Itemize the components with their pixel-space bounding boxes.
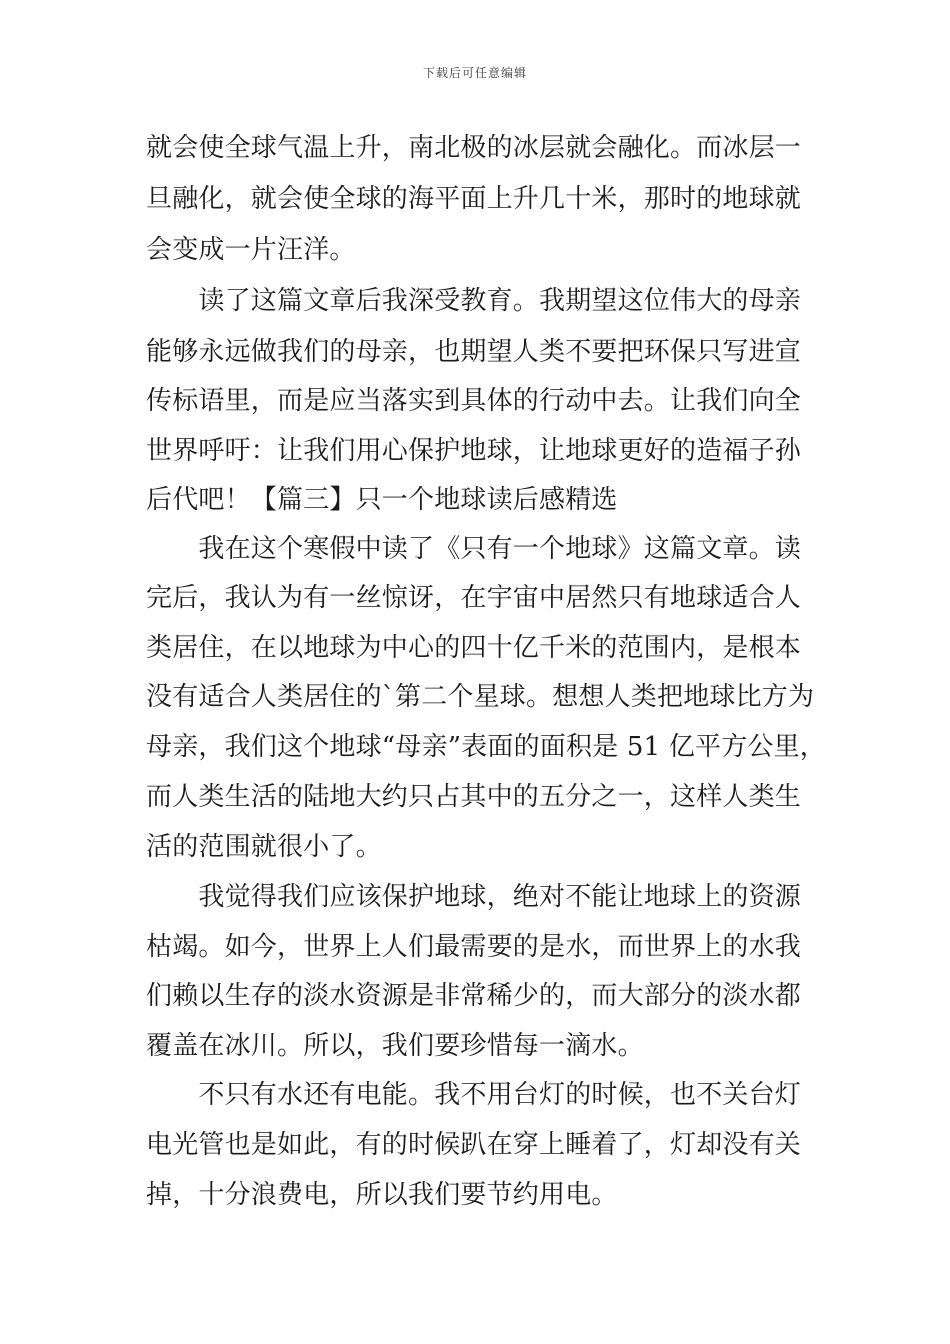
text-line: 掉，十分浪费电，所以我们要节约用电。 [146, 1180, 618, 1210]
text-line: 而人类生活的陆地大约只占其中的五分之一，这样人类生 [146, 782, 802, 812]
text-line: 完后，我认为有一丝惊讶，在宇宙中居然只有地球适合人 [146, 583, 802, 613]
text-line: 我觉得我们应该保护地球，绝对不能让地球上的资源 [146, 882, 802, 912]
text-line: 不只有水还有电能。我不用台灯的时候，也不关台灯 [146, 1080, 802, 1110]
text-line: 电光管也是如此，有的时候趴在穿上睡着了，灯却没有关 [146, 1130, 802, 1160]
text-line: 没有适合人类居住的`第二个星球。想想人类把地球比方为 [146, 682, 815, 712]
text-line: 会变成一片汪洋。 [146, 235, 356, 265]
text-line: 活的范围就很小了。 [146, 832, 382, 862]
text-line: 枯竭。如今，世界上人们最需要的是水，而世界上的水我 [146, 932, 802, 962]
page-header: 下载后可任意编辑 [422, 66, 527, 80]
text-line: 旦融化，就会使全球的海平面上升几十米，那时的地球就 [146, 184, 802, 214]
text-line: 传标语里，而是应当落实到具体的行动中去。让我们向全 [146, 386, 802, 416]
text-line: 后代吧！【篇三】只一个地球读后感精选 [146, 485, 618, 515]
text-line: 我在这个寒假中读了《只有一个地球》这篇文章。读 [146, 534, 802, 564]
text-line: 母亲，我们这个地球“母亲”表面的面积是 51 亿平方公里， [146, 732, 826, 762]
text-line: 类居住，在以地球为中心的四十亿千米的范围内，是根本 [146, 633, 802, 663]
text-line: 就会使全球气温上升，南北极的冰层就会融化。而冰层一 [146, 133, 802, 163]
text-line: 世界呼吁：让我们用心保护地球，让地球更好的造福子孙 [146, 436, 802, 466]
text-line: 们赖以生存的淡水资源是非常稀少的，而大部分的淡水都 [146, 981, 802, 1011]
text-line: 读了这篇文章后我深受教育。我期望这位伟大的母亲 [146, 286, 802, 316]
text-line: 能够永远做我们的母亲，也期望人类不要把环保只写进宣 [146, 337, 802, 367]
text-line: 覆盖在冰川。所以，我们要珍惜每一滴水。 [146, 1031, 644, 1061]
